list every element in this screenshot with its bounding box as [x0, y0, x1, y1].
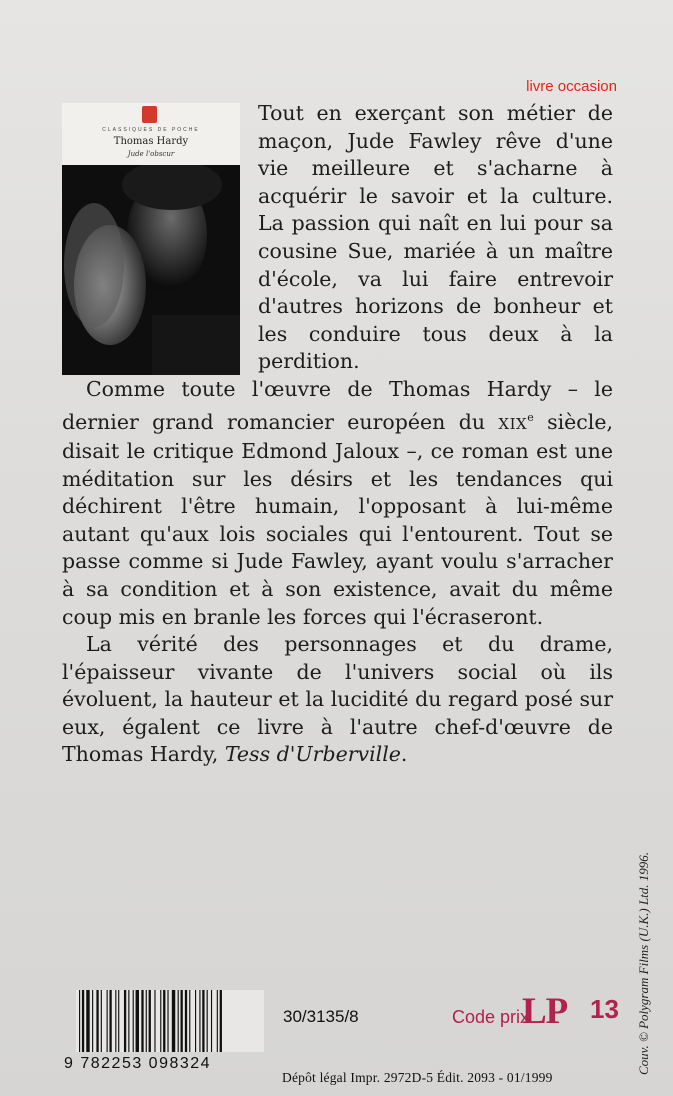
barcode-bars: [76, 990, 264, 1052]
blurb-text: [62, 100, 613, 769]
cover-author: Thomas Hardy: [113, 136, 189, 147]
blurb-paragraph-3-end: .: [400, 742, 408, 767]
photo-credit: Couv. © Polygram Films (U.K.) Ltd. 1996.: [636, 851, 651, 1075]
legal-deposit: Dépôt légal Impr. 2972D-5 Édit. 2093 - 01/1999: [282, 1070, 553, 1085]
price-code-letters: LP: [522, 991, 568, 1032]
century-superscript: e: [527, 410, 534, 424]
barcode-number: 9 782253 098324: [64, 1055, 212, 1072]
blurb-paragraph-3: [62, 631, 613, 769]
cover-series: CLASSIQUES DE POCHE: [102, 127, 200, 133]
watermark-text: livre occasion: [526, 78, 617, 95]
blurb-paragraph-1: Tout en exerçant son métier de maçon, Jude Fawley rêve d'une vie meilleure et s'acharne à acquérir le savoir et la culture. La passion qui naît en lui pour sa cousine Sue, mariée à un maître d'école, va lui faire entrevoir d'autres horizons de bonheur et les conduire tous deux à la perdition.: [258, 101, 613, 374]
referenced-book-title: Tess d'Urberville: [224, 742, 401, 767]
blurb-paragraph-2-start: Comme toute l'œuvre de Thomas Hardy – le dernier grand romancier européen du: [62, 376, 613, 434]
cover-title: Jude l'obscur: [127, 150, 175, 158]
century-numeral: XIX: [498, 414, 528, 433]
blurb-paragraph-2-end: siècle, disait le critique Edmond Jaloux –, ce roman est une méditation sur les désirs et les tendances qui déchirent l'être humain, l'opposant à lui-même autant qu'aux lois sociales qui l'entourent. Tout se passe comme si Jude Fawley, ayant voulu s'arracher à sa condition et à son existence, avait du même coup mis en branle les forces qui l'écraseront.: [62, 409, 613, 629]
blurb-paragraph-2: [62, 376, 613, 631]
blurb-paragraph-3-start: La vérité des personnages et du drame, l'épaisseur vivante de l'univers social où ils évoluent, la hauteur et la lucidité du regard posé sur eux, égalent ce livre à l'autre chef-d'œuvre de Thomas Hardy,: [62, 632, 613, 767]
price-code-label: Code prix: [452, 1007, 530, 1027]
book-code: 30/3135/8: [283, 1007, 359, 1026]
price-code-number: 13: [590, 994, 619, 1024]
barcode: [76, 990, 264, 1052]
cover-float-spacer: [62, 103, 240, 375]
